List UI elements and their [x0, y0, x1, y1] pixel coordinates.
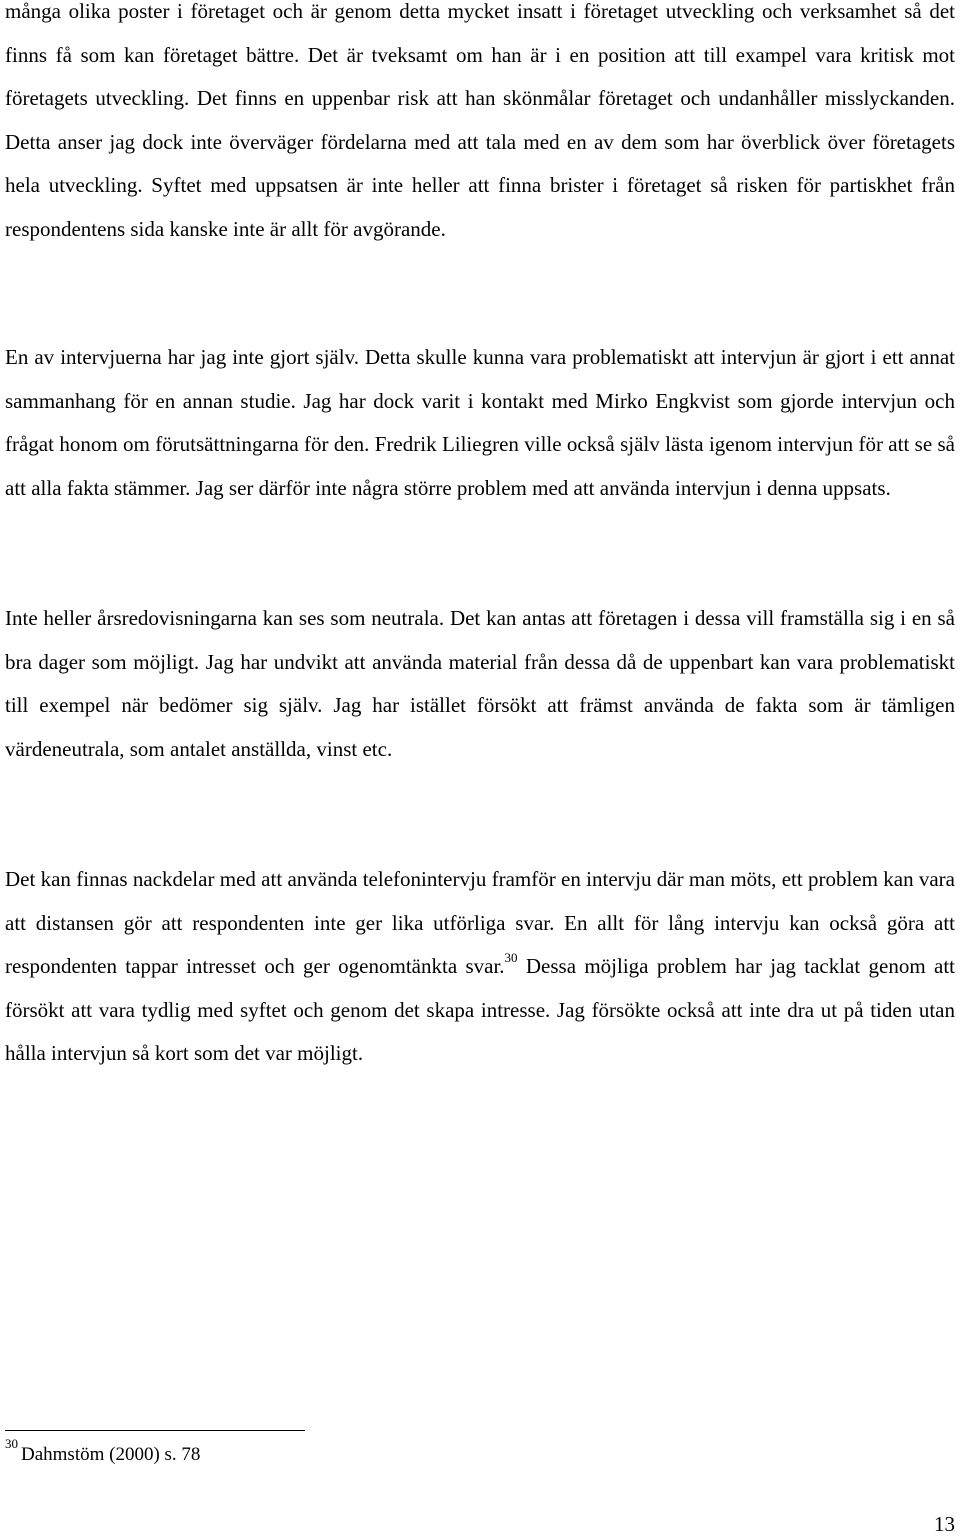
- body-paragraph-1: många olika poster i företaget och är genom detta mycket insatt i företaget utveckling och verksamhet så det finns få som kan företaget bättre. Det är tveksamt om han är i en position att till exampel vara kritisk mot företagets utveckling. Det finns en uppenbar risk att han skönmålar företaget och undanhåller misslyckanden. Detta anser jag dock inte överväger fördelarna med att tala med en av dem som har överblick över företagets hela utveckling. Syftet med uppsatsen är inte heller att finna brister i företaget så risken för partiskhet från respondentens sida kanske inte är allt för avgörande.: [5, 0, 955, 241]
- paragraph-4-text-after: Dessa möjliga problem har jag tacklat genom att försökt att vara tydlig med syftet och genom det skapa intresse. Jag försökte också att inte dra ut på tiden utan hålla intervjun så kort som det var möjligt.: [5, 954, 956, 1066]
- body-paragraph-2: En av intervjuerna har jag inte gjort själv. Detta skulle kunna vara problematiskt att intervjun är gjort i ett annat sammanhang för en annan studie. Jag har dock varit i kontakt med Mirko Engkvist som gjorde intervjun och frågat honom om förutsättningarna för den. Fredrik Liliegren ville också själv lästa igenom intervjun för att se så att alla fakta stämmer. Jag ser därför inte några större problem med att använda intervjun i denna uppsats.: [5, 345, 955, 500]
- page-number: 13: [934, 1512, 955, 1536]
- footnote-30: [5, 1435, 201, 1470]
- footnote-separator-rule: [5, 1430, 305, 1431]
- footnote-text: Dahmstöm (2000) s. 78: [21, 1444, 201, 1465]
- body-paragraph-4: [5, 858, 955, 1076]
- footnote-reference-30[interactable]: 30: [504, 950, 518, 966]
- footnote-number: 30: [5, 1435, 18, 1451]
- paragraph-4-text-before: Det kan finnas nackdelar med att använda telefonintervju framför en intervju där man möts, ett problem kan vara att distansen gör att respondenten inte ger lika utförliga svar. En allt för lång intervju kan också göra att respondenten tappar intresset och ger ogenomtänkta svar.: [5, 867, 955, 979]
- body-paragraph-3: Inte heller årsredovisningarna kan ses som neutrala. Det kan antas att företagen i dessa vill framställa sig i en så bra dager som möjligt. Jag har undvikt att använda material från dessa då de uppenbart kan vara problematiskt till exempel när bedömer sig själv. Jag har istället försökt att främst använda de fakta som är tämligen värdeneutrala, som antalet anställda, vinst etc.: [5, 606, 955, 761]
